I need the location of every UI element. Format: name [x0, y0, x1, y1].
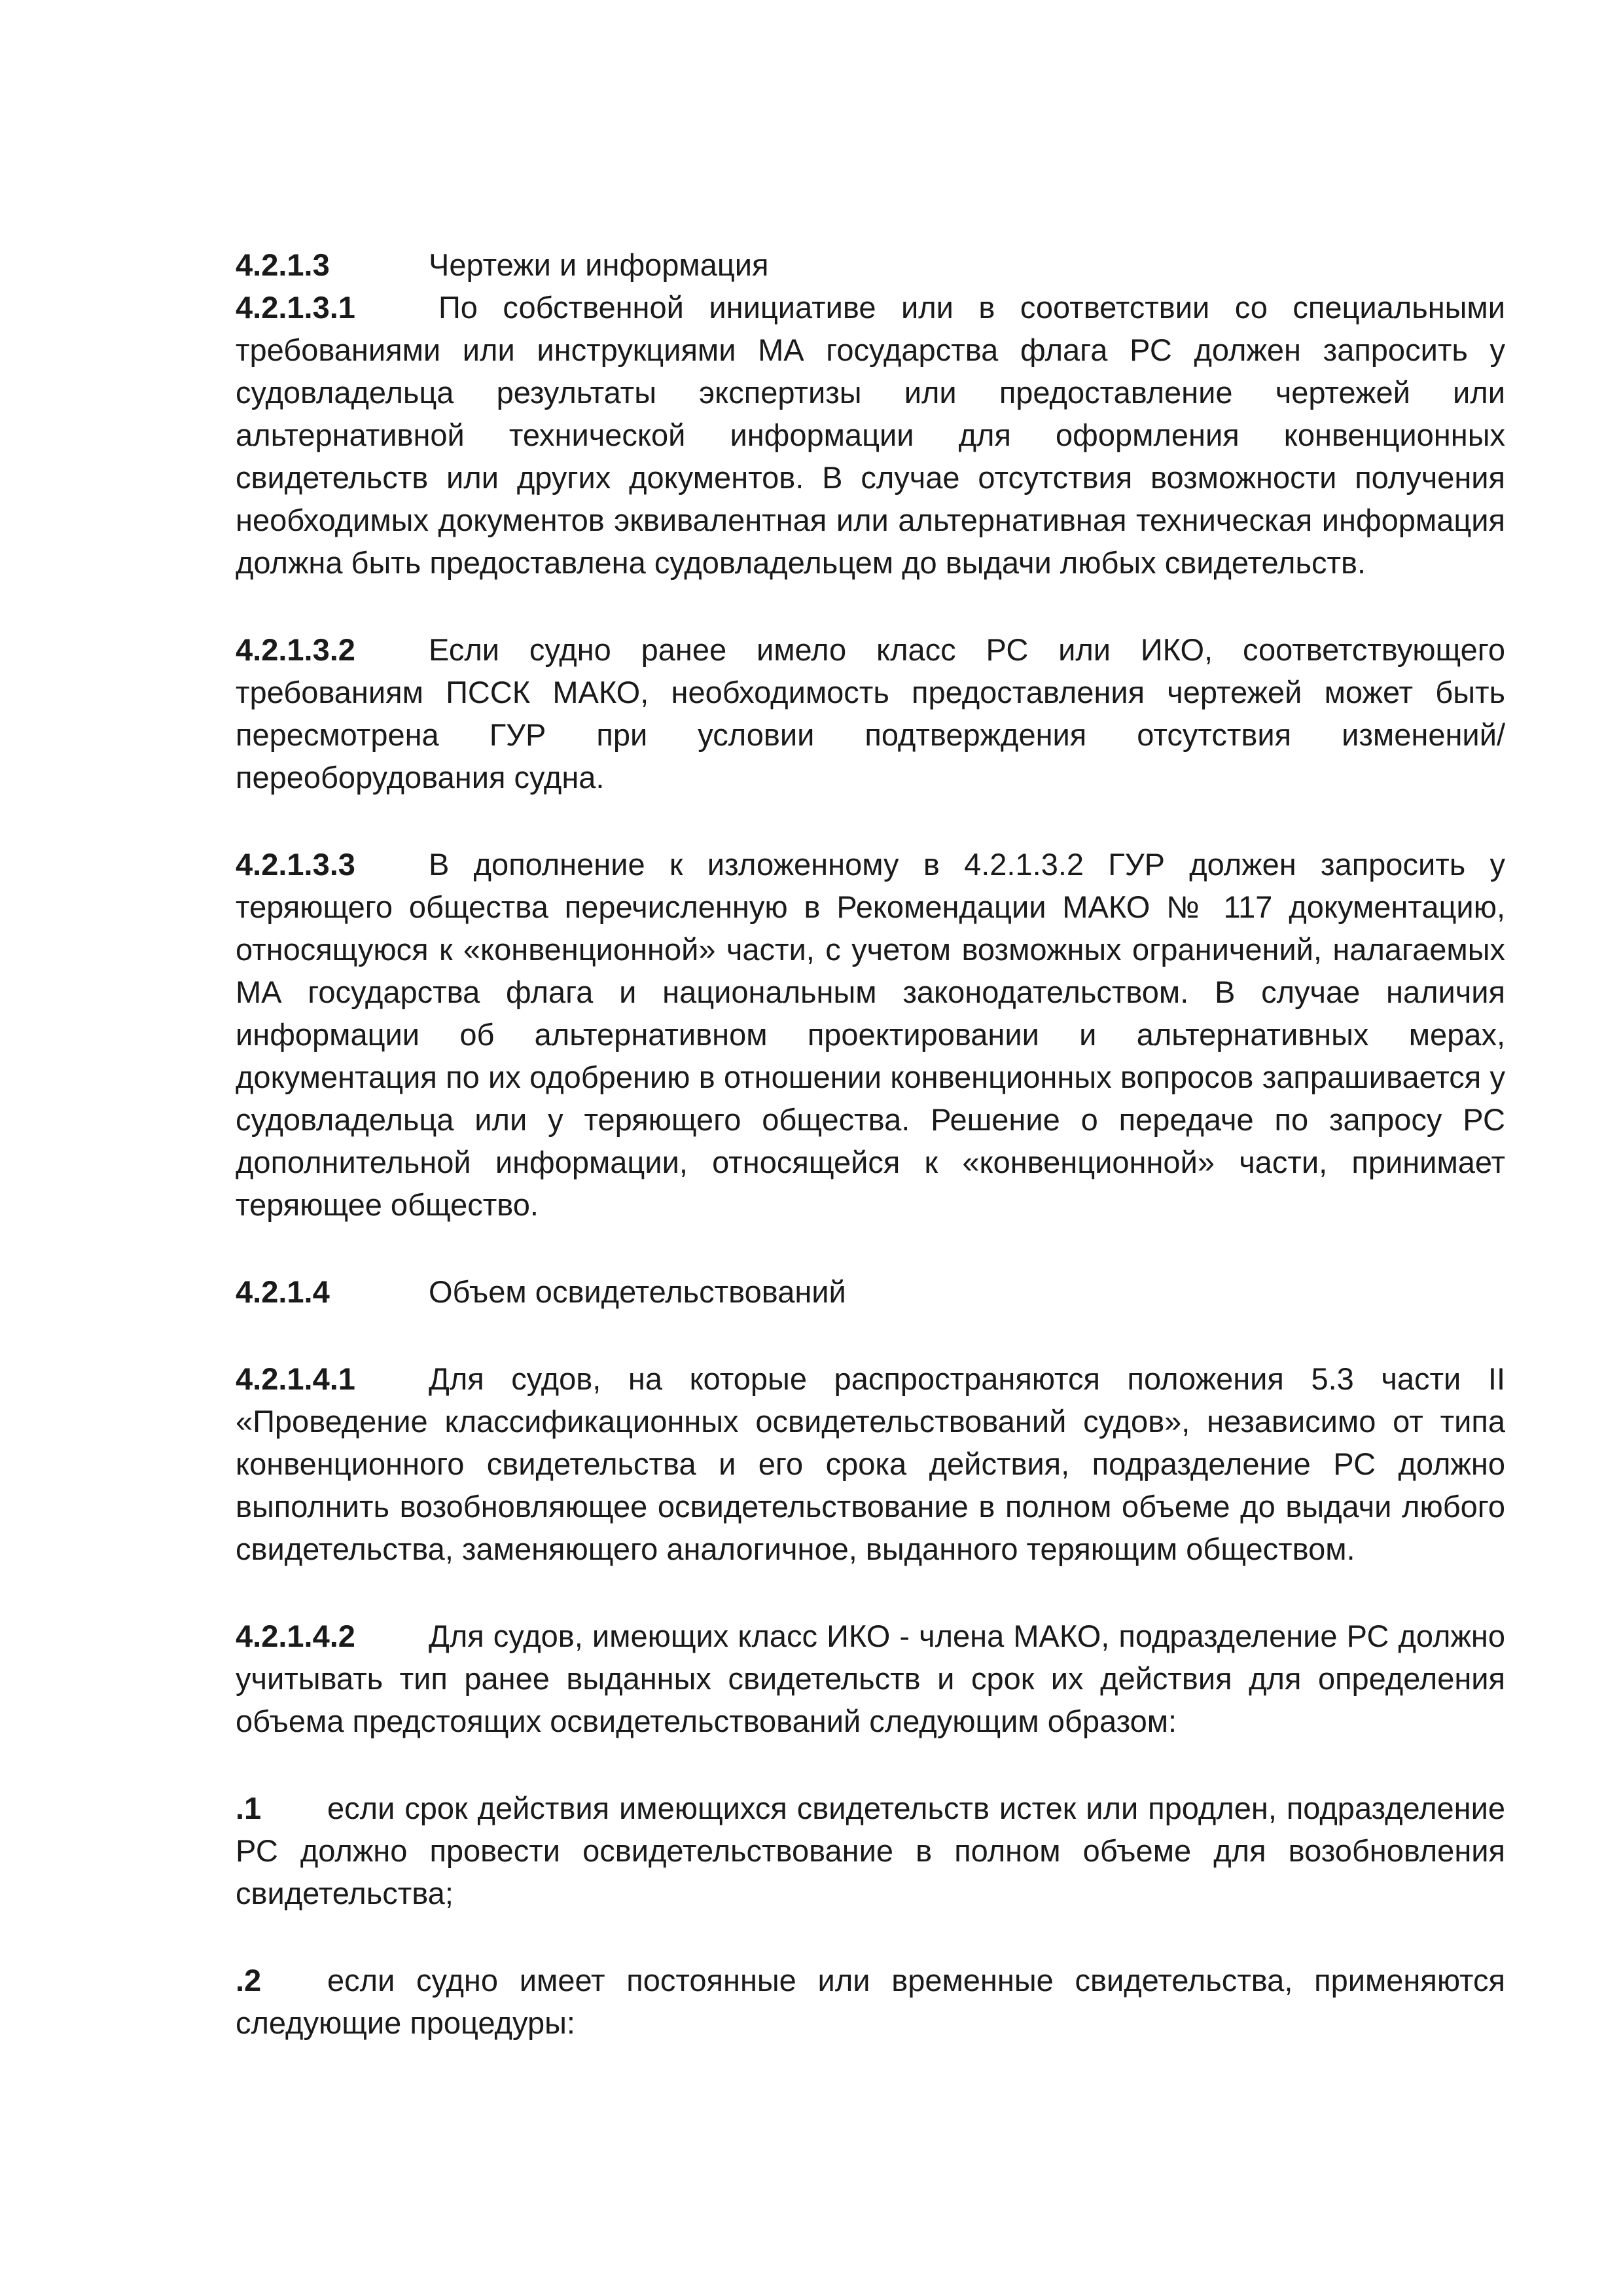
section-number: 4.2.1.3 — [236, 247, 330, 282]
paragraph-4-2-1-4-2 — [236, 1615, 1505, 1742]
paragraph-number: 4.2.1.4.2 — [236, 1619, 355, 1653]
paragraph-number: 4.2.1.3.2 — [236, 632, 355, 667]
section-heading-4-2-1-4 — [236, 1270, 1505, 1313]
section-title: Объем освидетельствований — [429, 1274, 846, 1309]
paragraph-number: 4.2.1.3.3 — [236, 847, 355, 882]
section-heading-4-2-1-3 — [236, 243, 1505, 286]
paragraph-number: 4.2.1.3.1 — [236, 290, 355, 325]
list-item-2 — [236, 1959, 1505, 2044]
paragraph-text: Для судов, имеющих класс ИКО - члена МАКО, подразделение РС должно учитывать тип ранее выданных свидетельств и срок их действия для определения объема предстоящих освидетельствований следующим образом: — [236, 1619, 1505, 1738]
list-item-number: .1 — [236, 1791, 262, 1825]
document-page — [236, 243, 1505, 2044]
paragraph-4-2-1-3-2 — [236, 628, 1505, 798]
section-title: Чертежи и информация — [429, 247, 769, 282]
list-item-text: если срок действия имеющихся свидетельств истек или продлен, подразделение РС должно провести освидетельствование в полном объеме для возобновления свидетельства; — [236, 1791, 1505, 1910]
paragraph-number: 4.2.1.4.1 — [236, 1361, 355, 1396]
section-number: 4.2.1.4 — [236, 1274, 330, 1309]
paragraph-4-2-1-3-1 — [236, 286, 1505, 584]
paragraph-text: В дополнение к изложенному в 4.2.1.3.2 ГУР должен запросить у теряющего общества перечисленную в Рекомендации МАКО № 117 документацию, относящуюся к «конвенционной» части, с учетом возможных ограничений, налагаемых МА государства флага и национальным законодательством. В случае наличия информации об альтернативном проектировании и альтернативных мерах, документация по их одобрению в отношении конвенционных вопросов запрашивается у судовладельца или у теряющего общества. Решение о передаче по запросу РС дополнительной информации, относящейся к «конвенционной» части, принимает теряющее общество. — [236, 847, 1505, 1222]
list-item-number: .2 — [236, 1963, 262, 1998]
paragraph-4-2-1-4-1 — [236, 1357, 1505, 1570]
paragraph-text: По собственной инициативе или в соответствии со специальными требованиями или инструкциями МА государства флага РС должен запросить у судовладельца результаты экспертизы или предоставление чертежей или альтернативной технической информации для оформления конвенционных свидетельств или других документов. В случае отсутствия возможности получения необходимых документов эквивалентная или альтернативная техническая информация должна быть предоставлена судовладельцем до выдачи любых свидетельств. — [236, 290, 1505, 580]
list-item-text: если судно имеет постоянные или временные свидетельства, применяются следующие процедуры: — [236, 1963, 1505, 2040]
list-item-1 — [236, 1787, 1505, 1914]
paragraph-4-2-1-3-3 — [236, 843, 1505, 1226]
paragraph-text: Для судов, на которые распространяются положения 5.3 части II «Проведение классификационных освидетельствований судов», независимо от типа конвенционного свидетельства и его срока действия, подразделение РС должно выполнить возобновляющее освидетельствование в полном объеме до выдачи любого свидетельства, заменяющего аналогичное, выданного теряющим обществом. — [236, 1361, 1505, 1566]
paragraph-text: Если судно ранее имело класс РС или ИКО, соответствующего требованиям ПССК МАКО, необходимость предоставления чертежей может быть пересмотрена ГУР при условии подтверждения отсутствия изменений/переоборудования судна. — [236, 632, 1505, 795]
